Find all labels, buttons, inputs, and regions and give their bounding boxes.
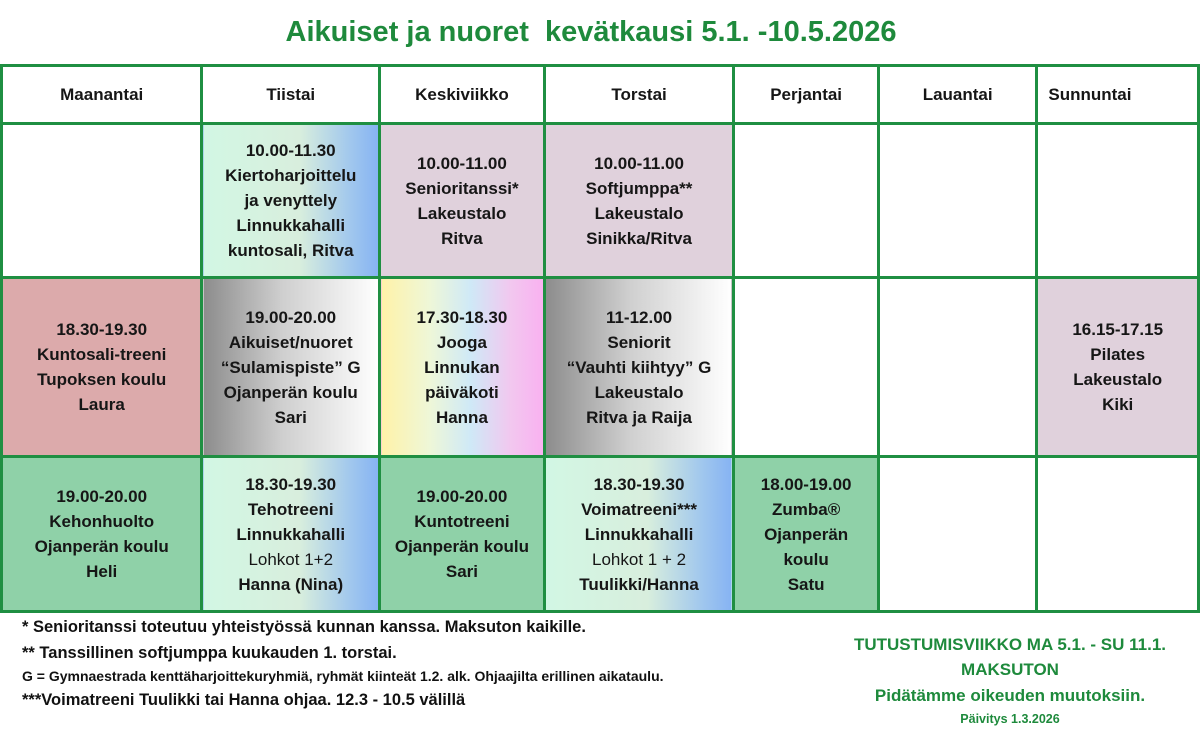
class-group: Aikuiset/nuoret [228,332,353,352]
class-time: 10.00-11.00 [594,153,684,173]
class-time: 19.00-20.00 [245,307,337,327]
class-name: Senioritanssi* [405,178,519,198]
class-venue: Lakeustalo [1073,370,1163,389]
class-time: 18.00-19.00 [760,474,852,494]
class-instructor: Ritva ja Raija [586,407,692,427]
empty-cell [1037,124,1199,278]
trial-week-text: TUTUSTUMISVIIKKO MA 5.1. - SU 11.1. [853,635,1167,654]
schedule-row-morning [2,124,1199,278]
class-venue: Lakeustalo [594,203,684,223]
class-name: “Vauhti kiihtyy” G [566,357,712,377]
day-header-thursday: Torstai [544,66,734,124]
class-venue-detail: Lohkot 1+2 [248,549,334,569]
class-cell-kuntosali-treeni [2,278,202,457]
class-venue: Ojanperän koulu [34,537,169,556]
class-time: 19.00-20.00 [56,487,148,506]
empty-cell [1037,457,1199,612]
page-title: Aikuiset ja nuoret kevätkausi 5.1. -10.5.2026 [285,16,897,48]
schedule-table [0,64,1200,613]
class-cell-voimatreeni [544,457,734,612]
class-venue: Linnukkahalli [236,216,346,235]
empty-cell [878,278,1036,457]
class-venue: Linnukan [424,357,500,377]
empty-cell [878,124,1036,278]
day-header-tuesday: Tiistai [202,66,380,124]
class-name: Tehotreeni [247,499,334,519]
class-venue: Lakeustalo [417,203,507,223]
empty-cell [734,278,879,457]
empty-cell [734,124,879,278]
class-cell-sulamispiste [202,278,380,457]
class-cell-softjumppa [544,124,734,278]
class-venue: Linnukkahalli [236,524,346,544]
class-cell-jooga [380,278,545,457]
class-name-cont: ja venyttely [244,191,338,210]
class-cell-pilates [1037,278,1199,457]
empty-cell [878,457,1036,612]
class-venue: Lakeustalo [594,382,684,402]
class-time: 18.30-19.30 [245,474,337,494]
day-header-saturday: Lauantai [878,66,1036,124]
footnote-senioritanssi: * Senioritanssi toteutuu yhteistyössä kunnan kanssa. Maksuton kaikille. [22,618,586,636]
footnotes [22,616,812,712]
day-header-wednesday: Keskiviikko [380,66,545,124]
class-name: Kuntosali-treeni [36,345,167,364]
footnote-voimatreeni: ***Voimatreeni Tuulikki tai Hanna ohjaa. 12.3 - 10.5 välillä [22,691,466,709]
class-cell-zumba [734,457,879,612]
class-name: Softjumppa** [585,178,693,198]
class-time: 10.00-11.00 [417,153,507,173]
footnote-softjumppa: ** Tanssillinen softjumppa kuukauden 1. torstai. [22,644,397,662]
day-header-sunday: Sunnuntai [1037,66,1199,124]
class-name: Kiertoharjoittelu [225,166,357,185]
free-of-charge-text: MAKSUTON [961,660,1059,679]
day-header-row [2,66,1199,124]
class-time: 11-12.00 [605,307,673,327]
updated-date: Päivitys 1.3.2026 [960,712,1060,726]
class-name: Pilates [1090,345,1146,364]
class-instructor: Hanna (Nina) [238,574,344,594]
class-venue-cont: koulu [783,549,829,569]
class-instructor: Hanna [435,407,488,427]
class-group: Seniorit [607,332,671,352]
class-instructor: kuntosali, Ritva [227,241,354,260]
class-instructor: Sari [445,562,478,581]
class-name: Kuntotreeni [414,512,510,531]
class-time: 16.15-17.15 [1072,320,1164,339]
class-cell-vauhti-kiihtyy [544,278,734,457]
day-header-friday: Perjantai [734,66,879,124]
schedule-row-evening-1 [2,278,1199,457]
empty-cell [2,124,202,278]
class-cell-tehotreeni [202,457,380,612]
class-time: 18.30-19.30 [56,320,148,339]
class-venue: Linnukkahalli [584,524,694,544]
class-venue-cont: päiväkoti [425,382,499,402]
class-venue: Ojanperän koulu [394,537,529,556]
info-box [815,632,1200,729]
class-cell-kuntotreeni [380,457,545,612]
class-cell-kiertoharjoittelu [202,124,380,278]
class-time: 18.30-19.30 [593,474,685,494]
schedule-row-evening-2 [2,457,1199,612]
footnote-gymnaestrada: G = Gymnaestrada kenttäharjoittekuryhmiä, ryhmät kiinteät 1.2. alk. Ohjaajilta erillinen aikataulu. [22,668,664,684]
class-instructor: Tuulikki/Hanna [579,574,699,594]
class-instructor: Ritva [441,228,483,248]
class-instructor: Sinikka/Ritva [586,228,692,248]
class-cell-kehonhuolto [2,457,202,612]
class-instructor: Satu [787,574,825,594]
class-venue: Ojanperän [764,524,849,544]
class-name: Kehonhuolto [49,512,155,531]
class-time: 10.00-11.30 [245,141,336,160]
class-cell-senioritanssi [380,124,545,278]
class-name: Voimatreeni*** [581,499,697,519]
class-instructor: Heli [86,562,118,581]
class-venue: Tupoksen koulu [37,370,167,389]
class-name: Jooga [436,332,487,352]
day-header-monday: Maanantai [2,66,202,124]
class-time: 17.30-18.30 [416,307,508,327]
class-name: Zumba® [772,499,841,519]
class-venue-detail: Lohkot 1 + 2 [592,549,687,569]
class-time: 19.00-20.00 [416,487,508,506]
class-venue: Ojanperän koulu [223,382,358,402]
class-instructor: Laura [78,395,125,414]
class-instructor: Kiki [1102,395,1134,414]
changes-reserved-text: Pidätämme oikeuden muutoksiin. [874,686,1146,705]
class-name: “Sulamispiste” G [220,357,361,377]
class-instructor: Sari [274,407,307,427]
